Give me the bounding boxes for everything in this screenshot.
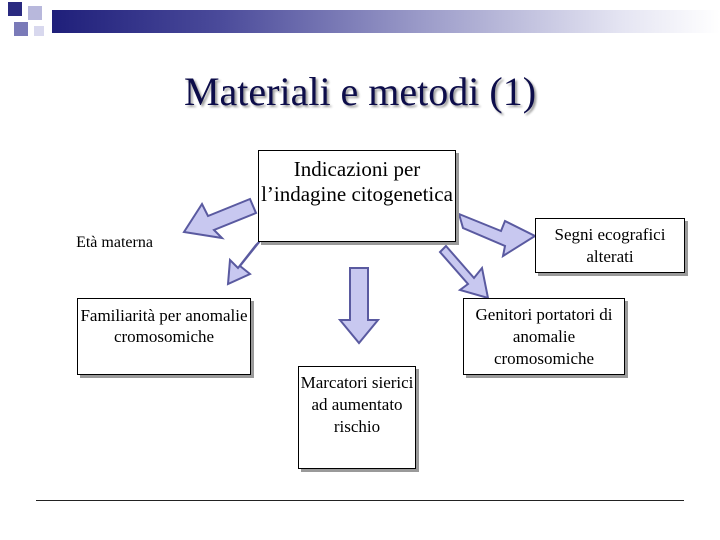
footer-divider bbox=[36, 500, 684, 501]
arrow-to-genitori bbox=[440, 246, 488, 298]
node-familiarita: Familiarità per anomalie cromosomiche bbox=[77, 298, 251, 375]
node-eta-materna: Età materna bbox=[57, 222, 172, 264]
node-marcatori-sierici: Marcatori sierici ad aumentato rischio bbox=[298, 366, 416, 469]
node-segni-ecografici: Segni ecografici alterati bbox=[535, 218, 685, 273]
arrow-to-segni-ecografici bbox=[459, 214, 535, 256]
slide-title: Materiali e metodi (1) bbox=[183, 69, 537, 114]
central-box-indicazioni: Indicazioni per l’indagine citogenetica bbox=[258, 150, 456, 242]
arrow-to-familiarita bbox=[228, 241, 260, 284]
arrow-to-marcatori bbox=[340, 268, 378, 343]
node-genitori-portatori: Genitori portatori di anomalie cromosomiche bbox=[463, 298, 625, 375]
arrow-to-eta-materna bbox=[184, 199, 256, 238]
